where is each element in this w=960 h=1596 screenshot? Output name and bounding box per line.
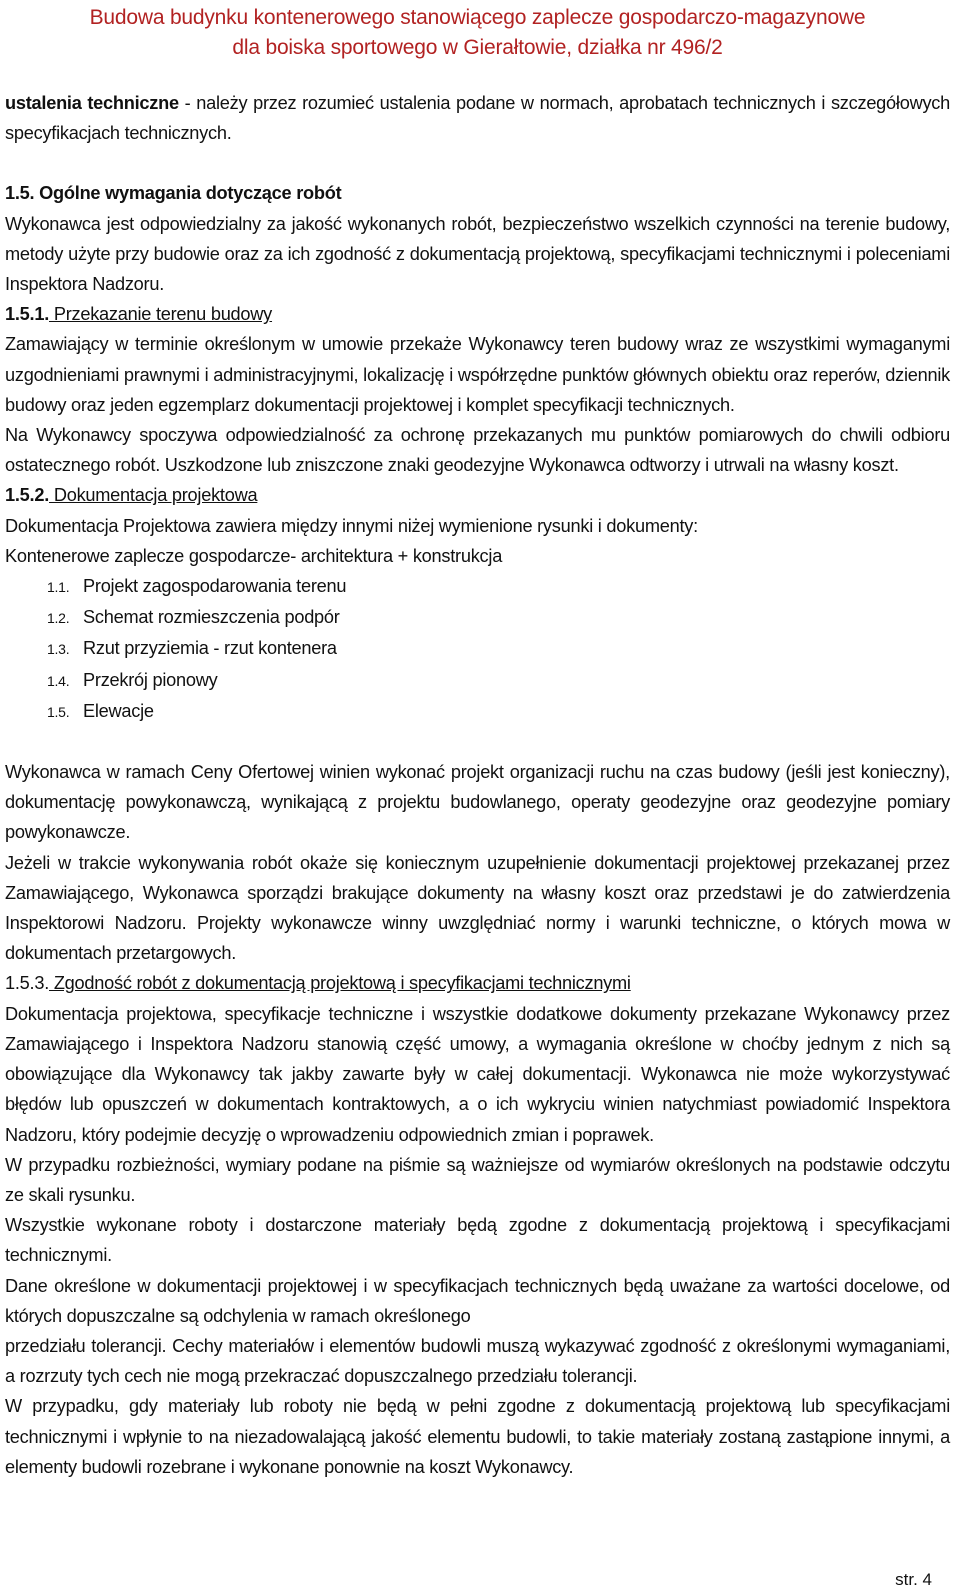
section-1-5-2-paragraph-3: Wykonawca w ramach Ceny Ofertowej winien wykonać projekt organizacji ruchu na czas budowy (jeśli jest konieczny), dokumentację powykonawczą, wynikającą z projektu budowlanego, operaty geodezyjne oraz geodezyjne pomiary powykonawcze. [5, 762, 950, 843]
list-item-number: 1.1. [47, 579, 70, 596]
list-item [5, 602, 950, 633]
spacer [5, 727, 950, 757]
spacer [5, 148, 950, 178]
section-1-5-text: Wykonawca jest odpowiedzialny za jakość wykonanych robót, bezpieczeństwo wszelkich czynności na terenie budowy, metody użyte przy budowie oraz za ich zgodność z dokumentacją projektową, specyfikacjami technicznymi i poleceniami Inspektora Nadzoru. [5, 213, 950, 295]
section-1-5-1-paragraph-1: Zamawiający w terminie określonym w umowie przekaże Wykonawcy teren budowy wraz ze wszystkimi wymaganymi uzgodnieniami prawnymi i administracyjnymi, lokalizację i współrzędne punktów głównych obiektu oraz reperów, dziennik budowy oraz jeden egzemplarz dokumentacji projektowej i komplet specyfikacji technicznych. [5, 334, 950, 415]
list-item-number: 1.4. [47, 672, 70, 689]
list-item [5, 633, 950, 664]
list-item-text: Rzut przyziemia - rzut kontenera [83, 638, 337, 659]
section-1-5-2-paragraph-2: Kontenerowe zaplecze gospodarcze- architektura + konstrukcja [5, 545, 503, 566]
document-body [5, 88, 950, 1482]
list-item [5, 571, 950, 602]
section-1-5-3-paragraph-4b: przedziału tolerancji. Cechy materiałów i elementów budowli muszą wykazywać zgodność z określonymi wymaganiami, a rozrzuty tych cech nie mogą przekraczać dopuszczalnego przedziału tolerancji. [5, 1335, 950, 1387]
section-1-5-3-paragraph-4a: Dane określone w dokumentacji projektowej i w specyfikacjach technicznych będą uważane za wartości docelowe, od których dopuszczalne są odchylenia w ramach określonego [5, 1275, 950, 1326]
section-1-5-2-title: Dokumentacja projektowa [49, 485, 258, 506]
document-page [5, 0, 950, 1596]
section-1-5-1-paragraph-2: Na Wykonawcy spoczywa odpowiedzialność za ochronę przekazanych mu punktów pomiarowych do chwili odbioru ostatecznego robót. Uszkodzone lub zniszczone znaki geodezyjne Wykonawca odtworzy i utrwali na własny koszt. [5, 425, 950, 476]
section-1-5-3-paragraph-5: W przypadku, gdy materiały lub roboty nie będą w pełni zgodne z dokumentacją projektową lub specyfikacjami technicznymi i wpłynie to na niezadowalającą jakość elementu budowli, to takie materiały zostaną zastąpione innymi, a elementy budowli rozebrane i wykonane ponownie na koszt Wykonawcy. [5, 1396, 950, 1477]
section-1-5-3-paragraph-3: Wszystkie wykonane roboty i dostarczone materiały będą zgodne z dokumentacją projektową i specyfikacjami technicznymi. [5, 1215, 950, 1266]
section-1-5-heading [5, 178, 950, 208]
section-1-5-3-paragraph-2: W przypadku rozbieżności, wymiary podane na piśmie są ważniejsze od wymiarów określonych na podstawie odczytu ze skali rysunku. [5, 1154, 950, 1205]
section-1-5-3-number: 1.5.3. [5, 973, 50, 994]
list-item-text: Przekrój pionowy [83, 669, 218, 690]
section-1-5-title: Ogólne wymagania dotyczące robót [34, 183, 342, 204]
section-1-5-2-paragraph-1: Dokumentacja Projektowa zawiera między innymi niżej wymienione rysunki i dokumenty: [5, 515, 698, 536]
header-line-1: Budowa budynku kontenerowego stanowiącego zaplecze gospodarczo-magazynowe [89, 6, 866, 29]
header-line-2: dla boiska sportowego w Gierałtowie, działka nr 496/2 [232, 36, 723, 59]
list-item-number: 1.3. [47, 641, 70, 658]
section-1-5-1-heading [5, 299, 950, 329]
intro-text: - należy przez rozumieć ustalenia podane w normach, aprobatach technicznych i szczegółowych specyfikacjach technicznych. [5, 93, 951, 144]
section-1-5-2-heading [5, 480, 950, 510]
section-1-5-1-title: Przekazanie terenu budowy [49, 304, 273, 325]
section-1-5-3-heading [5, 968, 950, 998]
list-item [5, 696, 950, 727]
section-1-5-1-number: 1.5.1. [5, 304, 50, 325]
list-item-number: 1.2. [47, 610, 70, 627]
page-header [5, 0, 950, 63]
page-number: str. 4 [895, 1570, 932, 1589]
documents-list [5, 571, 950, 727]
section-1-5-3-paragraph-1: Dokumentacja projektowa, specyfikacje techniczne i wszystkie dodatkowe dokumenty przekazane Wykonawcy przez Zamawiającego i Inspektora Nadzoru stanowią część umowy, a wymagania określone w choćby jednym z nich są obowiązujące dla Wykonawcy tak jakby zawarte były w całej dokumentacji. Wykonawca nie może wykorzystywać błędów lub opuszczeń w dokumentach kontraktowych, a o ich wykryciu winien natychmiast powiadomić Inspektora Nadzoru, który podejmie decyzję o wprowadzeniu odpowiednich zmian i poprawek. [5, 1003, 950, 1145]
list-item-text: Projekt zagospodarowania terenu [83, 576, 347, 597]
section-1-5-2-number: 1.5.2. [5, 485, 50, 506]
list-item-number: 1.5. [47, 703, 70, 720]
intro-term: ustalenia techniczne [5, 93, 179, 113]
list-item-text: Schemat rozmieszczenia podpór [83, 607, 340, 628]
section-1-5-3-title: Zgodność robót z dokumentacją projektową i specyfikacjami technicznymi [49, 973, 631, 994]
section-1-5-2-paragraph-4: Jeżeli w trakcie wykonywania robót okaże się koniecznym uzupełnienie dokumentacji projektowej przekazanej przez Zamawiającego, Wykonawca sporządzi brakujące dokumenty na własny koszt oraz przedstawi je do zatwierdzenia Inspektorowi Nadzoru. Projekty wykonawcze winny uwzględniać normy i warunki techniczne, o których mowa w dokumentach przetargowych. [5, 852, 950, 964]
intro-paragraph [5, 88, 950, 148]
section-1-5-number: 1.5. [5, 183, 35, 204]
list-item [5, 665, 950, 696]
list-item-text: Elewacje [83, 700, 154, 721]
